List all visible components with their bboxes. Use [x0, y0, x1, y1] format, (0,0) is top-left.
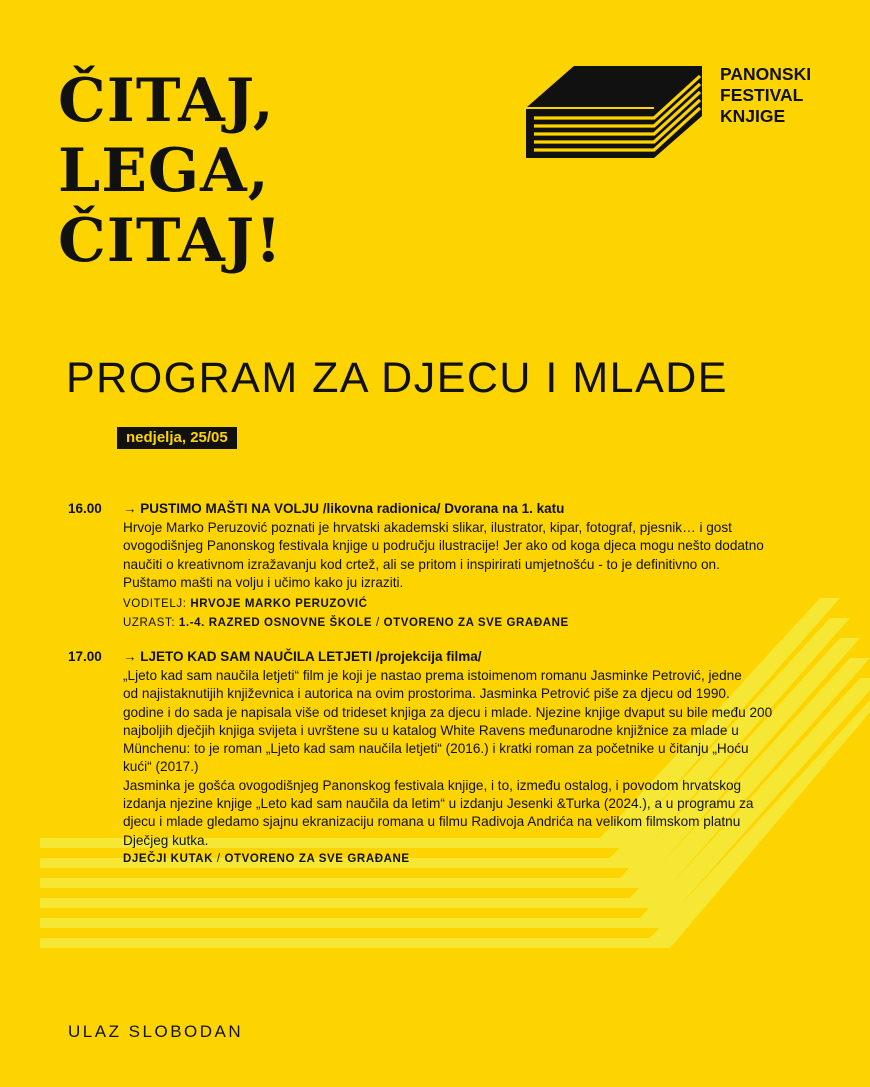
description-line: Hrvoje Marko Peruzović poznati je hrvatski akademski slikar, ilustrator, kipar, fotograf, pjesnik… i gost [123, 520, 732, 535]
logo-line-3: KNJIGE [720, 106, 786, 126]
host-name: HRVOJE MARKO PERUZOVIĆ [190, 598, 368, 611]
description-line: „Ljeto kad sam naučila letjeti“ film je koji je nastao prema istoimenom romanu Jasminke Petrović, jedne [123, 668, 742, 683]
description-line: najboljih dječjih knjiga svijeta i uvrštene su u katalog White Ravens međunarodne knjižnice za mlade u [123, 722, 739, 738]
access-value: OTVORENO ZA SVE GRAĐANE [383, 617, 569, 630]
festival-logo-text [720, 64, 811, 127]
logo-line-2: FESTIVAL [720, 85, 804, 105]
description-line: ovogodišnjeg Panonskog festivala knjige u području ilustracije! Jer ako od koga djeca mogu nešto dodatno [123, 538, 764, 554]
free-entry-note: ULAZ SLOBODAN [68, 1022, 244, 1041]
description-line: od najistaknutijih književnica i autorica na ovim prostorima. Jasminka Petrović piše za djecu od 1990. [123, 686, 730, 702]
description-line: djecu i mlade gledamo sjajnu ekranizaciju romana u filmu Radivoja Andrića na velikom filmskom platnu [123, 814, 741, 830]
event-age [123, 614, 833, 633]
description-line: Dječjeg kutka. [123, 832, 209, 848]
headline-line-3: ČITAJ! [58, 206, 283, 276]
event-title: → LJETO KAD SAM NAUČILA LETJETI /projekcija filma/ [123, 649, 482, 664]
venue-value: DJEČJI KUTAK [123, 852, 214, 865]
headline [58, 66, 282, 276]
description-line: Münchenu: to je roman „Ljeto kad sam naučila letjeti“ (2016.) i kratki roman za početnike u čitanju „Hoću [123, 741, 749, 757]
age-value: 1.-4. RAZRED OSNOVNE ŠKOLE [178, 617, 373, 630]
event-title: → PUSTIMO MAŠTI NA VOLJU /likovna radionica/ Dvorana na 1. katu [123, 501, 565, 516]
event-host [123, 595, 833, 614]
book-stack-icon [526, 64, 702, 160]
description-line: kući“ (2017.) [123, 759, 199, 775]
access-value: OTVORENO ZA SVE GRAĐANE [224, 852, 410, 865]
event-time: 16.00 [68, 501, 102, 516]
description-line: godine i do sada je napisala više od trideset knjiga za djecu i mlade. Njezine knjige dvaput su bile među 200 [123, 704, 773, 720]
separator: / [216, 852, 221, 865]
separator: / [375, 617, 380, 630]
event-description [123, 519, 833, 592]
event-description [123, 667, 833, 850]
age-label: UZRAST: [123, 617, 176, 630]
logo-line-1: PANONSKI [720, 64, 812, 84]
description-line: izdanja njezine knjige „Leto kad sam naučila da letim“ u izdanju Jesenki &Turka (2024.), a u programu za [123, 796, 754, 812]
program-title: PROGRAM ZA DJECU I MLADE [66, 354, 728, 402]
date-badge: nedjelja, 25/05 [117, 427, 237, 449]
description-line: Jasminka je gošća ovogodišnjeg Panonskog festivala knjige, i to, između ostalog, i povodom hrvatskog [123, 777, 742, 793]
host-label: VODITELJ: [123, 598, 187, 611]
event-venue [123, 850, 833, 869]
headline-line-1: ČITAJ, [58, 66, 275, 136]
headline-line-2: LEGA, [58, 136, 270, 206]
description-line: naučiti o kreativnom izražavanju kod crtež, ali se pritom i inspirirati umjetnošću - to je definitivno on. [123, 556, 720, 572]
event-time: 17.00 [68, 649, 102, 664]
description-line: Puštamo mašti na volju i učimo kako ju izraziti. [123, 574, 404, 590]
